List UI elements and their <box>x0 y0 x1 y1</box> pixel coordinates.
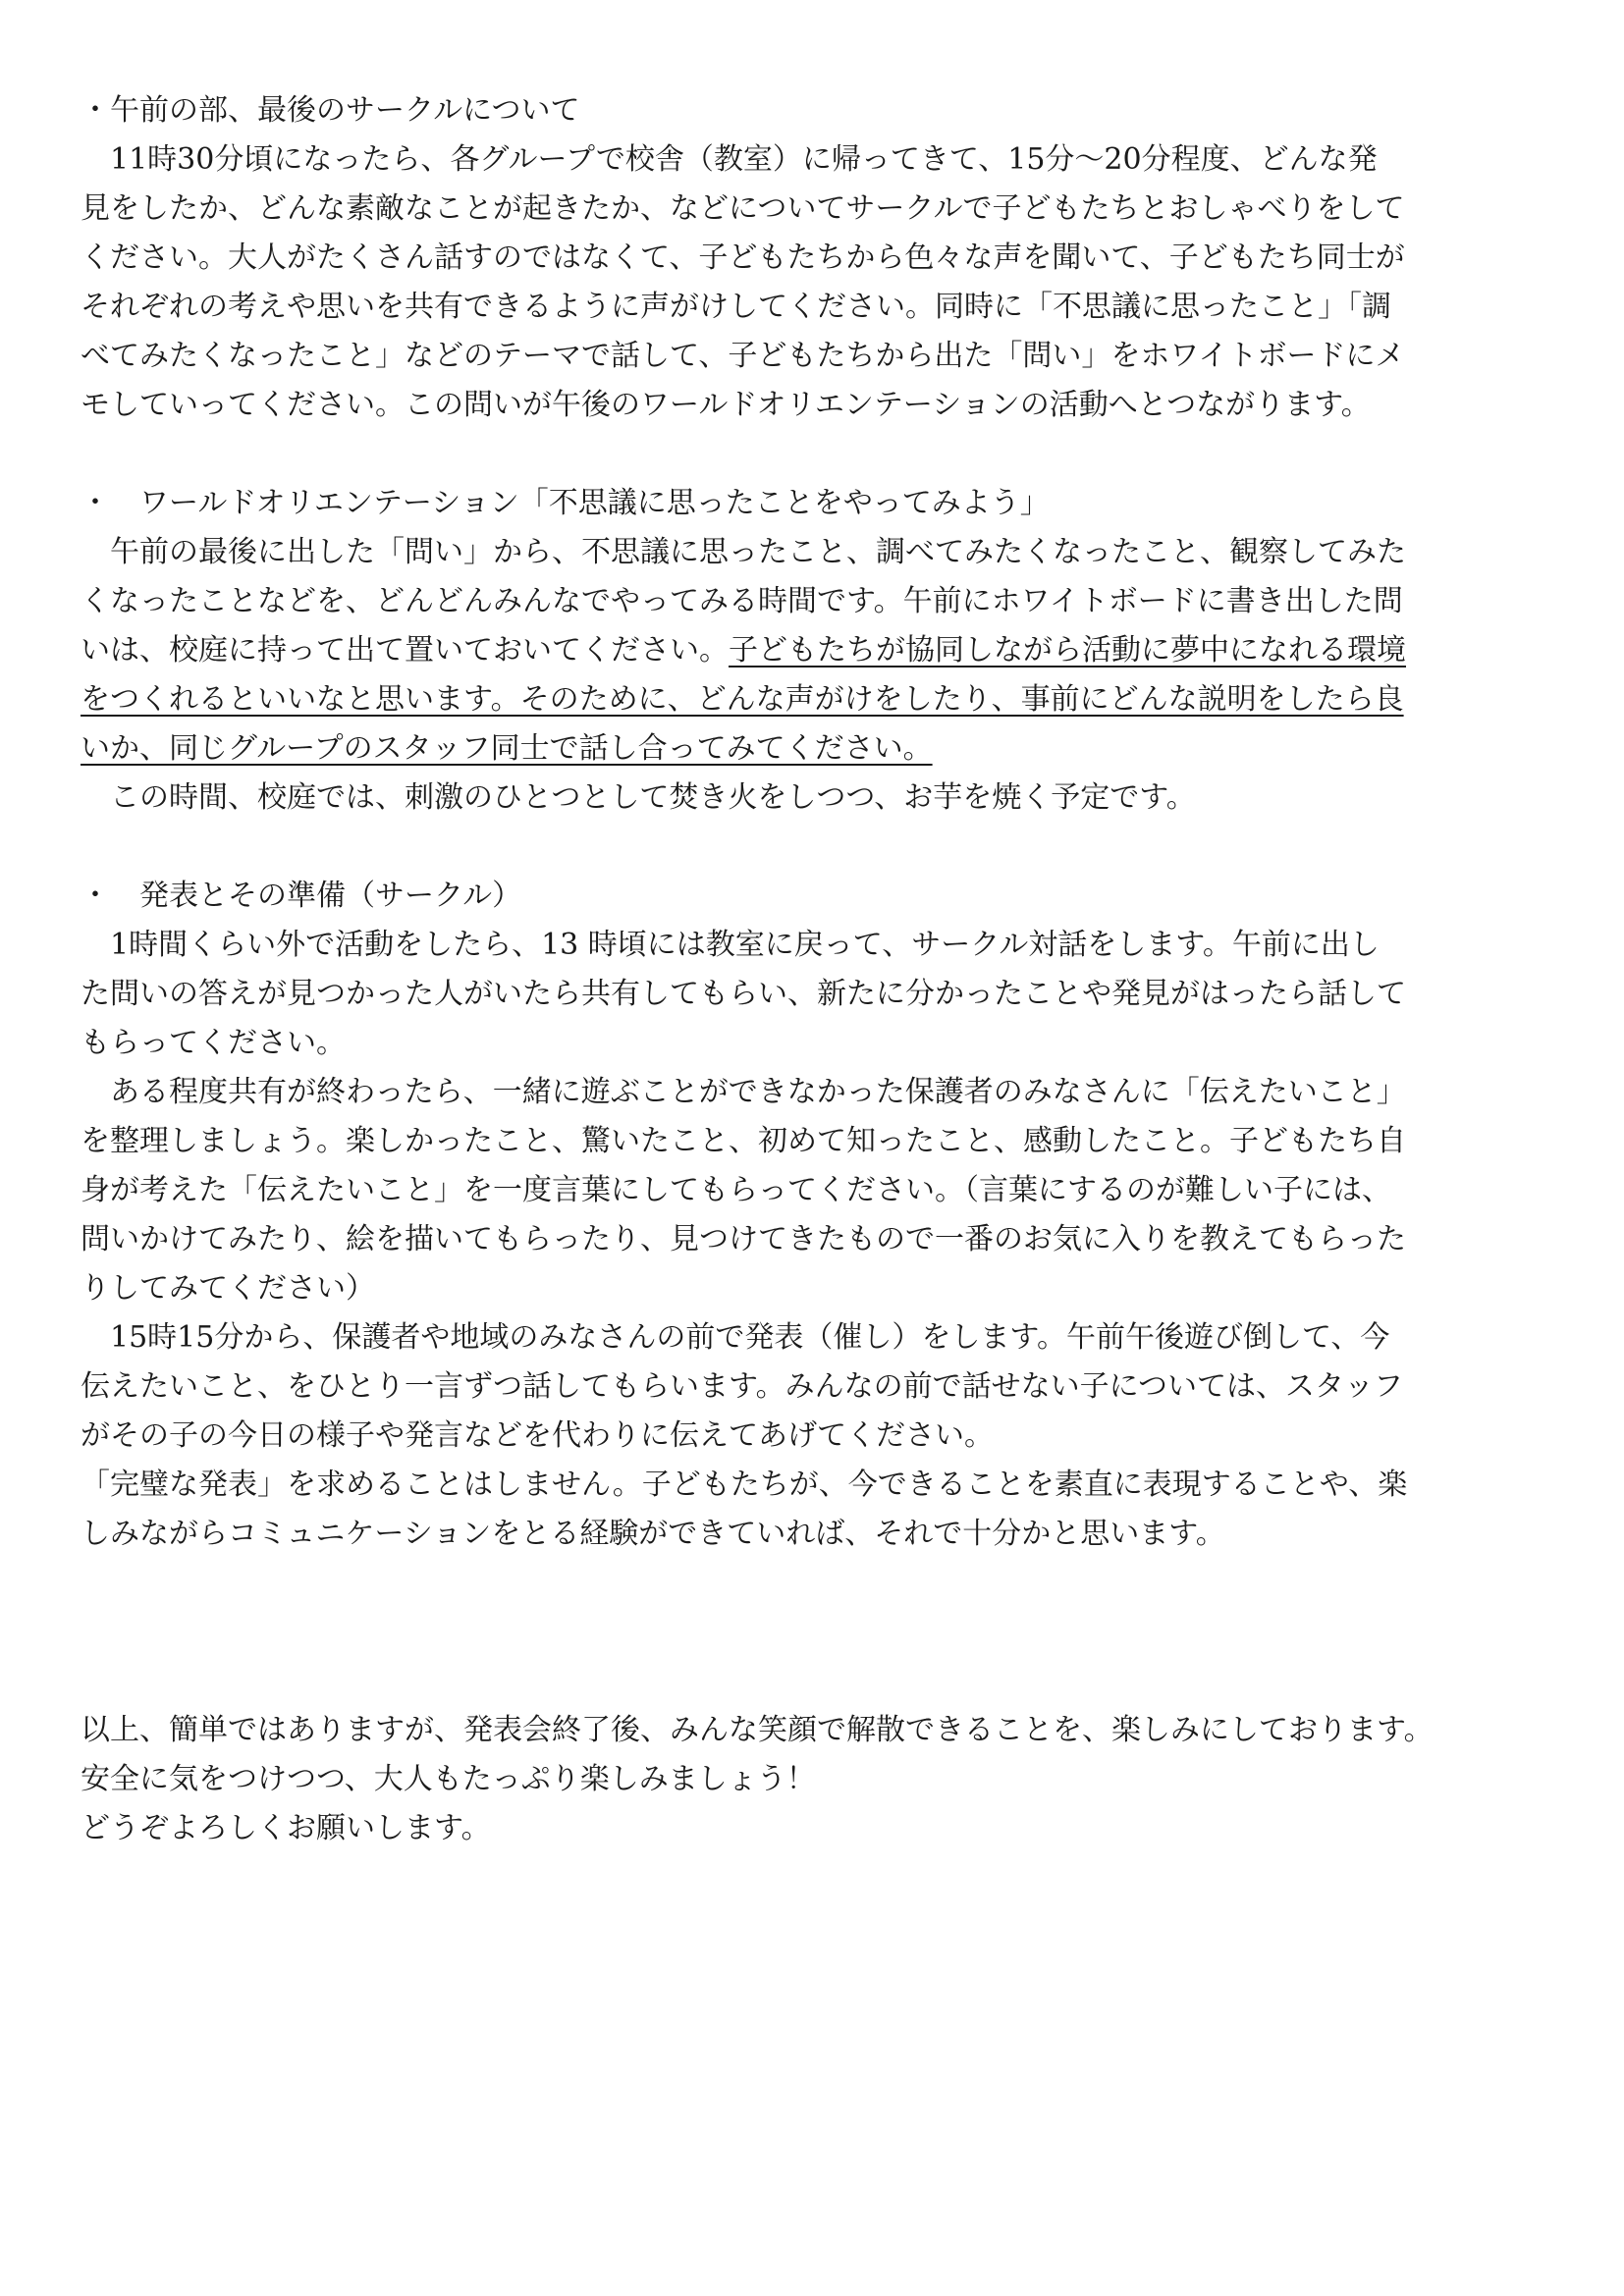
paragraph-line: モしていってください。この問いが午後のワールドオリエンテーションの活動へとつながります。 <box>81 388 1371 422</box>
underlined-text: をつくれるといいなと思います。そのために、どんな声がけをしたり、事前にどんな説明をしたら良 <box>81 682 1404 717</box>
paragraph-line: ある程度共有が終わったら、一緒に遊ぶことができなかった保護者のみなさんに「伝えたいこと」 <box>81 1075 1406 1109</box>
paragraph-line: 「完璧な発表」を求めることはしません。子どもたちが、今できることを素直に表現することや、楽 <box>81 1468 1408 1502</box>
section-closing <box>81 1706 1553 1853</box>
section-heading: ・ 発表とその準備（サークル） <box>81 879 522 913</box>
closing-line: 以上、簡単ではありますが、発表会終了後、みんな笑顔で解散できることを、楽しみにしております。 <box>81 1713 1434 1747</box>
section-presentation <box>81 872 1553 1559</box>
paragraph-line: 11時30分頃になったら、各グループで校舎（教室）に帰ってきて、15分〜20分程度、どんな発 <box>81 142 1378 177</box>
paragraph-line: を整理しましょう。楽しかったこと、驚いたこと、初めて知ったこと、感動したこと。子どもたち自 <box>81 1124 1406 1158</box>
paragraph-line: 問いかけてみたり、絵を描いてもらったり、見つけてきたもので一番のお気に入りを教えてもらった <box>81 1222 1406 1256</box>
paragraph-line: ください。大人がたくさん話すのではなくて、子どもたちから色々な声を聞いて、子どもたち同士が <box>81 240 1405 275</box>
paragraph-line: 午前の最後に出した「問い」から、不思議に思ったこと、調べてみたくなったこと、観察してみた <box>81 535 1406 569</box>
paragraph-line: りしてみてください） <box>81 1271 375 1306</box>
paragraph-line: べてみたくなったこと」などのテーマで話して、子どもたちから出た「問い」をホワイトボードにメ <box>81 339 1405 373</box>
closing-line: どうぞよろしくお願いします。 <box>81 1811 491 1845</box>
paragraph-line: もらってください。 <box>81 1026 346 1060</box>
document-page <box>81 86 1553 1853</box>
paragraph-line: くなったことなどを、どんどんみんなでやってみる時間です。午前にホワイトボードに書き出した問 <box>81 584 1403 618</box>
paragraph-line: た問いの答えが見つかった人がいたら共有してもらい、新たに分かったことや発見がはったら話して <box>81 977 1406 1011</box>
spacer <box>81 823 1553 872</box>
underlined-text: 子どもたちが協同しながら活動に夢中になれる環境 <box>729 633 1406 667</box>
paragraph-line: 1時間くらい外で活動をしたら、13 時頃には教室に戻って、サークル対話をします。午前に出し <box>81 928 1380 962</box>
paragraph-line: 見をしたか、どんな素敵なことが起きたか、などについてサークルで子どもたちとおしゃべりをして <box>81 191 1405 226</box>
plain-text: いは、校庭に持って出て置いておいてください。 <box>81 633 729 667</box>
section-world-orientation <box>81 479 1553 823</box>
paragraph-line: この時間、校庭では、刺激のひとつとして焚き火をしつつ、お芋を焼く予定です。 <box>81 780 1196 815</box>
paragraph-line: 伝えたいこと、をひとり一言ずつ話してもらいます。みんなの前で話せない子については、スタッフ <box>81 1369 1403 1404</box>
paragraph-line <box>81 626 1553 675</box>
underlined-text: いか、同じグループのスタッフ同士で話し合ってみてください。 <box>81 731 933 766</box>
paragraph-line <box>81 675 1553 724</box>
section-morning-circle <box>81 86 1553 430</box>
spacer <box>81 430 1553 479</box>
paragraph-line: しみながらコミュニケーションをとる経験ができていれば、それで十分かと思います。 <box>81 1517 1225 1551</box>
closing-line: 安全に気をつけつつ、大人もたっぷり楽しみましょう！ <box>81 1762 816 1796</box>
paragraph-line: 身が考えた「伝えたいこと」を一度言葉にしてもらってください。（言葉にするのが難しい子には、 <box>81 1173 1391 1207</box>
spacer <box>81 1559 1553 1706</box>
paragraph-line <box>81 724 1553 774</box>
paragraph-line: がその子の今日の様子や発言などを代わりに伝えてあげてください。 <box>81 1418 994 1453</box>
section-heading: ・ ワールドオリエンテーション「不思議に思ったことをやってみよう」 <box>81 486 1050 520</box>
paragraph-line: それぞれの考えや思いを共有できるように声がけしてください。同時に「不思議に思ったこと」「調 <box>81 290 1391 324</box>
paragraph-line: 15時15分から、保護者や地域のみなさんの前で発表（催し）をします。午前午後遊び倒して、今 <box>81 1320 1390 1355</box>
section-heading: ・午前の部、最後のサークルについて <box>81 93 580 128</box>
